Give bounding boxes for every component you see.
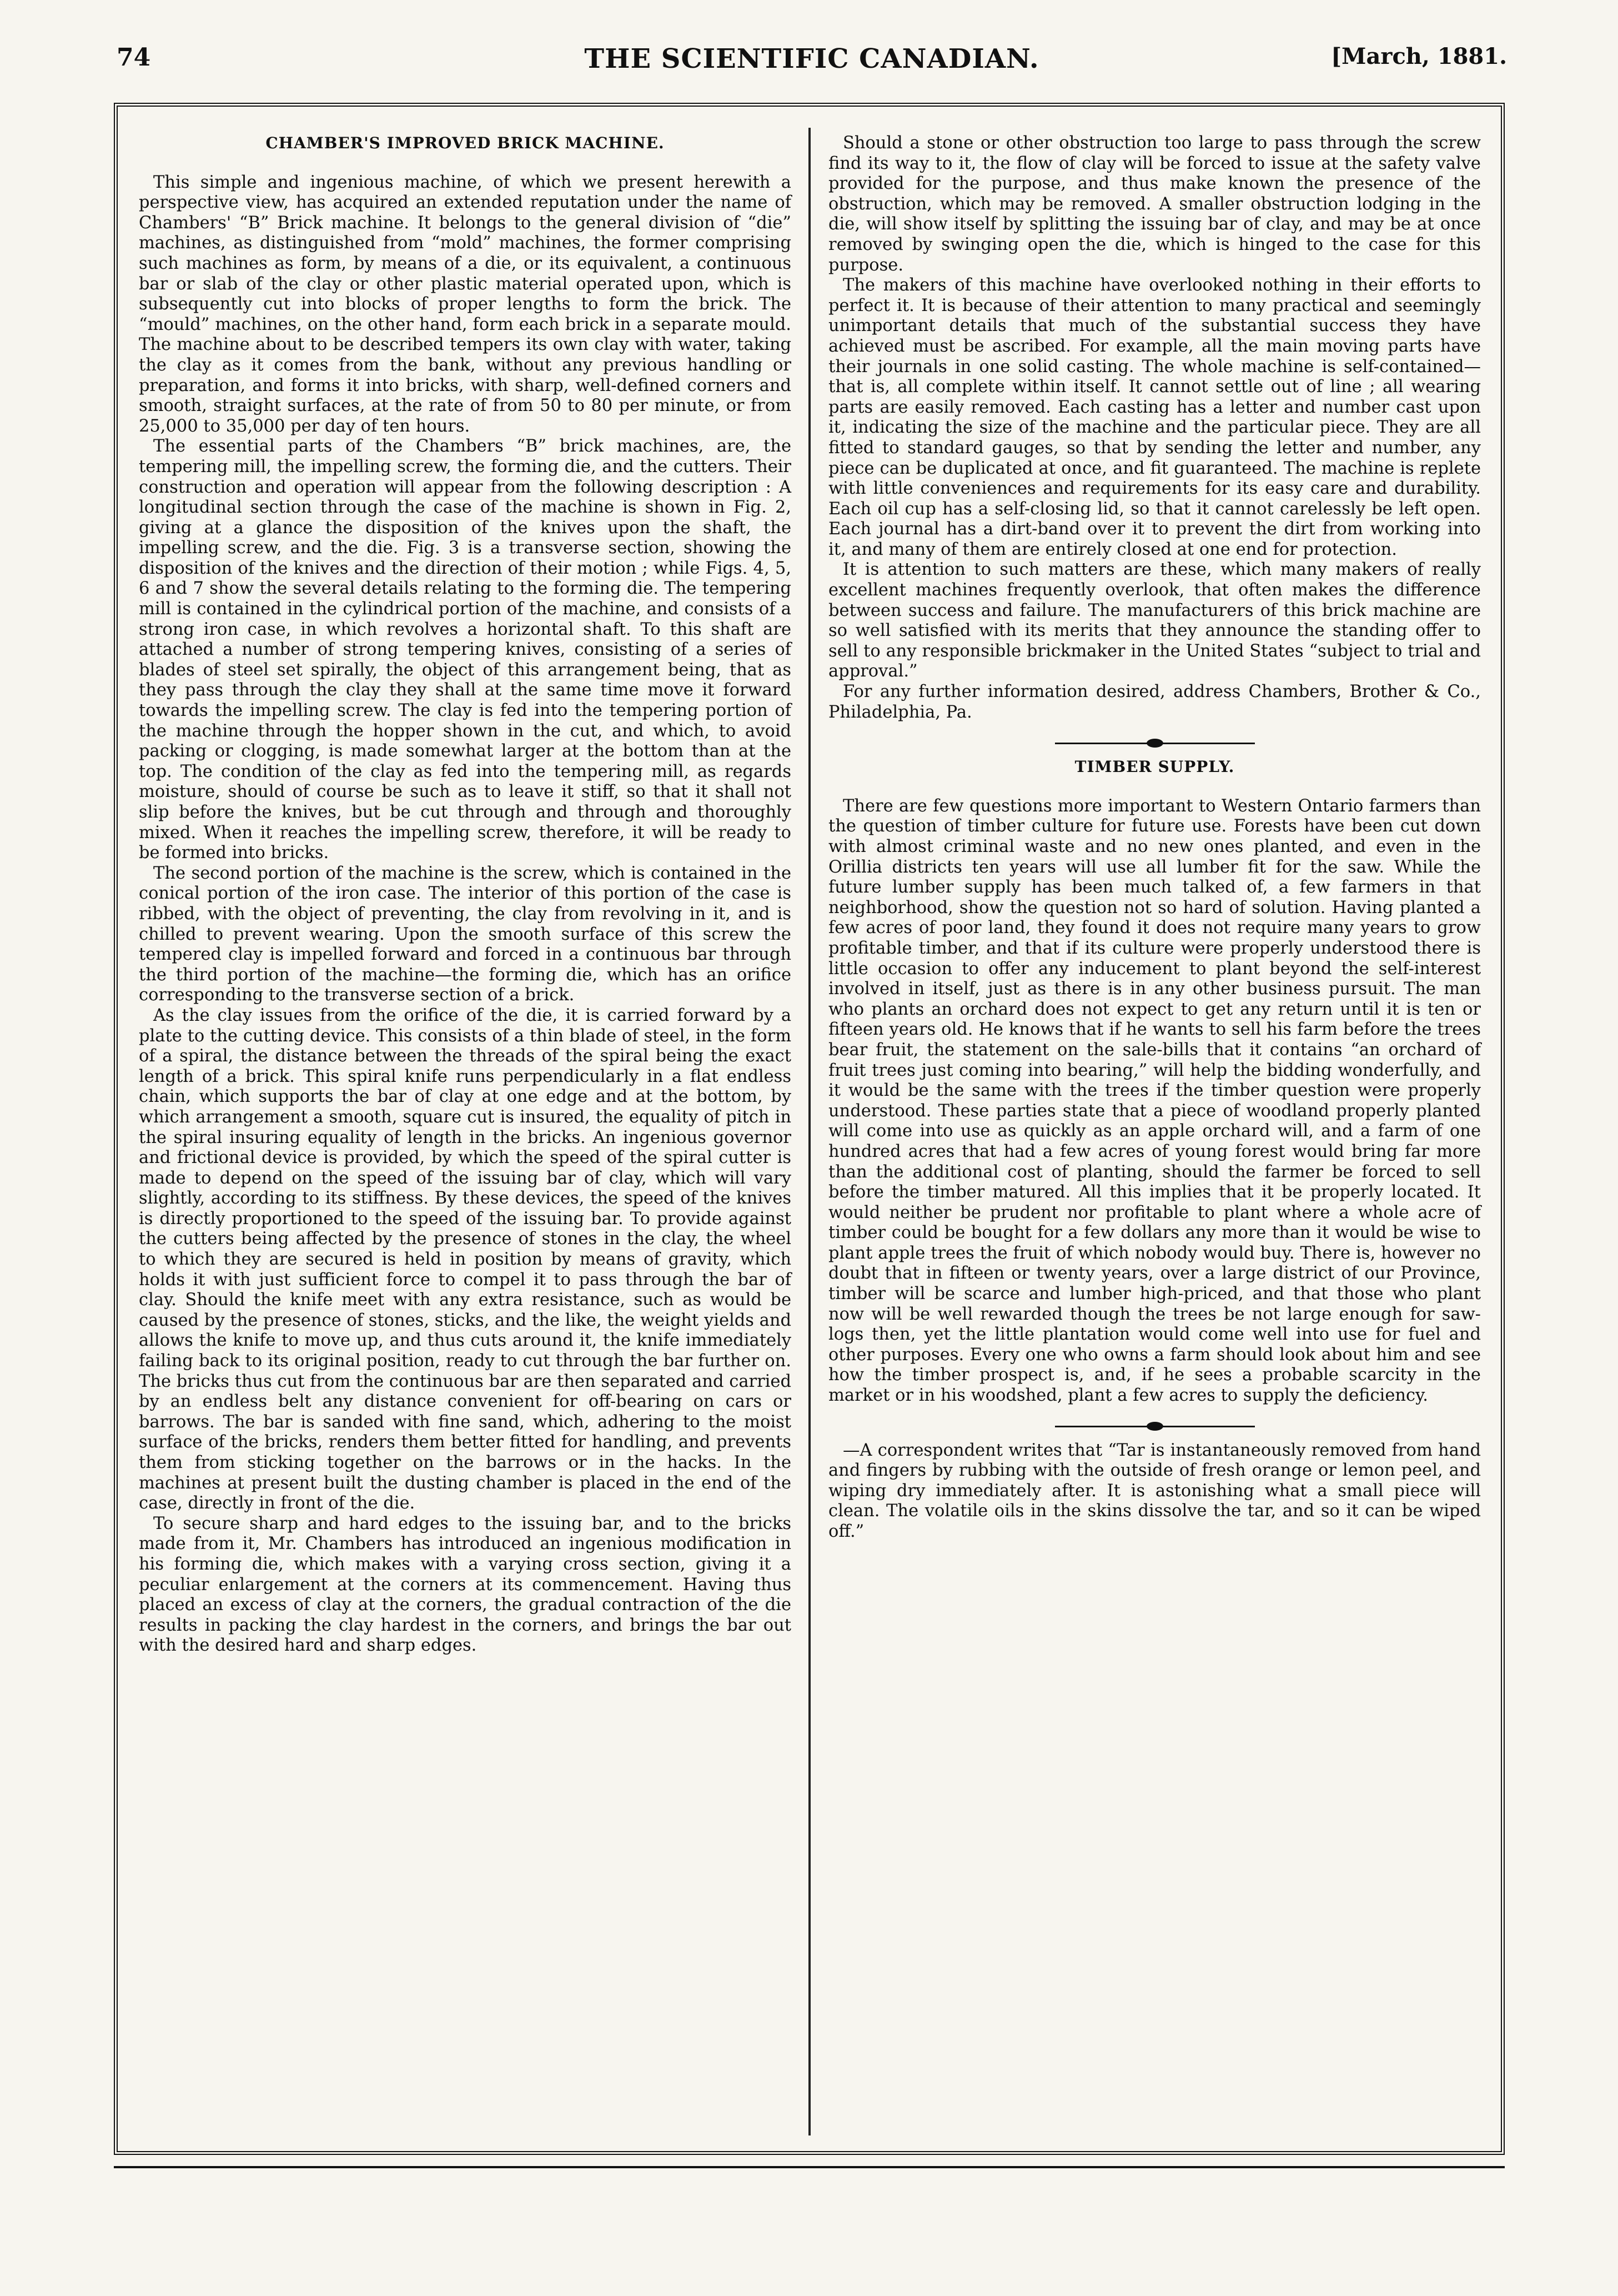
article-paragraph: The makers of this machine have overlooked nothing in their efforts to perfect it. It is because of their attention to many practical and seemingly unimportant details that much of the substantial success they have achieved must be ascribed. For example, all the main moving parts have their journals in one solid casting. The whole machine is self-contained—that is, all complete within itself. It cannot settle out of line ; all wearing parts are easily removed. Each casting has a letter and number cast upon it, indicating the size of the machine and the particular piece. They are all fitted to standard gauges, so that by sending the letter and number, any piece can be duplicated at once, and fit guaranteed. The machine is replete with little conveniences and requirements for its easy care and durability. Each oil cup has a self-closing lid, so that it cannot carelessly be left open. Each journal has a dirt-band over it to prevent the dirt from working into it, and many of them are entirely closed at one end for protection. <box>828 275 1481 559</box>
section-separator <box>828 733 1481 747</box>
bottom-rule <box>114 2166 1505 2168</box>
issue-date: [March, 1881. <box>1331 43 1507 69</box>
section-separator <box>828 1416 1481 1431</box>
left-column <box>139 133 791 1656</box>
ornament-rule <box>1055 1426 1255 1427</box>
article-paragraph: It is attention to such matters are these, which many makers of really excellent machines frequently overlook, that often makes the difference between success and failure. The manufacturers of this brick machine are so well satisfied with its merits that they announce the standing offer to sell to any responsible brickmaker in the United States “subject to trial and approval.” <box>828 560 1481 681</box>
article-paragraph: To secure sharp and hard edges to the issuing bar, and to the bricks made from it, Mr. Chambers has introduced an ingenious modification in his forming die, which makes with a varying cross section, giving it a peculiar enlargement at the corners at its commencement. Having thus placed an excess of clay at the corners, the gradual contraction of the die results in packing the clay hardest in the corners, and brings the bar out with the desired hard and sharp edges. <box>139 1513 791 1656</box>
article-title-timber-supply: TIMBER SUPPLY. <box>1074 758 1235 776</box>
page-header <box>117 43 1507 82</box>
article-title-brick-machine: CHAMBER'S IMPROVED BRICK MACHINE. <box>265 134 665 152</box>
article-paragraph: There are few questions more important to Western Ontario farmers than the question of timber culture for future use. Forests have been cut down with almost criminal waste and no new ones planted, and even in the Orillia districts ten years will use all lumber fit for the saw. While the future lumber supply has been much talked of, a few farmers in that neighborhood, show the question not so hard of solution. Having planted a few acres of poor land, they found it does not require many years to grow profitable timber, and that if its culture were properly understood there is little occasion to offer any inducement to plant beyond the self-interest involved in itself, just as there is in any other business pursuit. The man who plants an orchard does not expect to get any return until it is ten or fifteen years old. He knows that if he wants to sell his farm before the trees bear fruit, the statement on the sale-bills that it contains “an orchard of fruit trees just coming into bearing,” will help the bidding wonderfully, and it would be the same with the trees if the timber question were properly understood. These parties state that a piece of woodland properly planted will come into use as quickly as an apple orchard will, and a farm of one hundred acres that had a few acres of young forest would bring far more than the additional cost of planting, should the farmer be forced to sell before the timber matured. All this implies that it be properly located. It would neither be prudent nor profitable to plant where a whole acre of timber could be bought for a few dollars any more than it would be wise to plant apple trees the fruit of which nobody would buy. There is, however no doubt that in fifteen or twenty years, over a large district of our Province, timber will be scarce and lumber high-priced, and that those who plant now will be well rewarded though the trees be not large enough for saw-logs then, yet the little plantation would come well into use for fuel and other purposes. Every one who owns a farm should look about him and see how the timber prospect is, and, if he sees a probable scarcity in the market or in his woodshed, plant a few acres to supply the deficiency. <box>828 796 1481 1406</box>
article-paragraph: This simple and ingenious machine, of which we present herewith a perspective view, has acquired an extended reputation under the name of Chambers' “B” Brick machine. It belongs to the general division of “die” machines, as distinguished from “mold” machines, the former comprising such machines as form, by means of a die, or its equivalent, a continuous bar or slab of the clay or other plastic material operated upon, which is subsequently cut into blocks of proper lengths to form the brick. The “mould” machines, on the other hand, form each brick in a separate mould. The machine about to be described tempers its own clay with water, taking the clay as it comes from the bank, without any previous handling or preparation, and forms it into bricks, with sharp, well-defined corners and smooth, straight surfaces, at the rate of from 50 to 80 per minute, or from 25,000 to 35,000 per day of ten hours. <box>139 172 791 436</box>
article-paragraph: Should a stone or other obstruction too large to pass through the screw find its way to it, the flow of clay will be forced to issue at the safety valve provided for the purpose, and thus make known the presence of the obstruction, which may be removed. A smaller obstruction lodging in the die, will show itself by splitting the issuing bar of clay, and may be at once removed by swinging open the die, which is hinged to the case for this purpose. <box>828 133 1481 275</box>
column-divider <box>808 128 811 2135</box>
right-column <box>828 133 1481 1542</box>
article-paragraph: As the clay issues from the orifice of the die, it is carried forward by a plate to the cutting device. This consists of a thin blade of steel, in the form of a spiral, the distance between the threads of the spiral being the exact length of a brick. This spiral knife runs perpendicularly in a flat endless chain, which supports the bar of clay at one edge and at the bottom, by which arrangement a smooth, square cut is insured, the equality of pitch in the spiral insuring equality of length in the bricks. An ingenious governor and frictional device is provided, by which the speed of the spiral cutter is made to depend on the speed of the issuing bar of clay, which will vary slightly, according to its stiffness. By these devices, the speed of the knives is directly proportioned to the speed of the issuing bar. To provide against the cutters being affected by the presence of stones in the clay, the wheel to which they are secured is held in position by means of gravity, which holds it with just sufficient force to compel it to pass through the bar of clay. Should the knife meet with any extra resistance, such as would be caused by the presence of stones, sticks, and the like, the weight yields and allows the knife to move up, and thus cuts around it, the knife immediately failing back to its original position, ready to cut through the bar further on. The bricks thus cut from the continuous bar are then separated and carried by an endless belt any distance convenient for off-bearing on cars or barrows. The bar is sanded with fine sand, which, adhering to the moist surface of the bricks, renders them better fitted for handling, and prevents them from sticking together on the barrows or in the hacks. In the machines at present built the dusting chamber is placed in the end of the case, directly in front of the die. <box>139 1005 791 1513</box>
correspondent-note: —A correspondent writes that “Tar is instantaneously removed from hand and fingers by rubbing with the outside of fresh orange or lemon peel, and wiping dry immediately after. It is astonishing what a small piece will clean. The volatile oils in the skins dissolve the tar, and so it can be wiped off.” <box>828 1440 1481 1541</box>
page-number: 74 <box>117 43 151 72</box>
article-paragraph: The second portion of the machine is the screw, which is contained in the conical portion of the iron case. The interior of this portion of the case is ribbed, with the object of preventing, the clay from revolving in it, and is chilled to prevent wearing. Upon the smooth surface of this screw the tempered clay is impelled forward and forced in a continuous bar through the third portion of the machine—the forming die, which has an orifice corresponding to the transverse section of a brick. <box>139 863 791 1005</box>
article-paragraph: For any further information desired, address Chambers, Brother & Co., Philadelphia, Pa. <box>828 682 1481 722</box>
ornament-rule <box>1055 743 1255 744</box>
article-paragraph: The essential parts of the Chambers “B” brick machines, are, the tempering mill, the impelling screw, the forming die, and the cutters. Their construction and operation will appear from the following description : A longitudinal section through the case of the machine is shown in Fig. 2, giving at a glance the disposition of the knives upon the shaft, the impelling screw, and the die. Fig. 3 is a transverse section, showing the disposition of the knives and the direction of their motion ; while Figs. 4, 5, 6 and 7 show the several details relating to the forming die. The tempering mill is contained in the cylindrical portion of the machine, and consists of a strong iron case, in which revolves a horizontal shaft. To this shaft are attached a number of strong tempering knives, consisting of a series of blades of steel set spirally, the object of this arrangement being, that as they pass through the clay they shall at the same time move it forward towards the impelling screw. The clay is fed into the tempering portion of the machine through the hopper shown in the cut, and which, to avoid packing or clogging, is made somewhat larger at the bottom than at the top. The condition of the clay as fed into the tempering mill, as regards moisture, should of course be such as to leave it stiff, so that it shall not slip before the knives, but be cut through and through and thoroughly mixed. When it reaches the impelling screw, therefore, it will be ready to be formed into bricks. <box>139 437 791 863</box>
journal-title: THE SCIENTIFIC CANADIAN. <box>584 43 1039 74</box>
